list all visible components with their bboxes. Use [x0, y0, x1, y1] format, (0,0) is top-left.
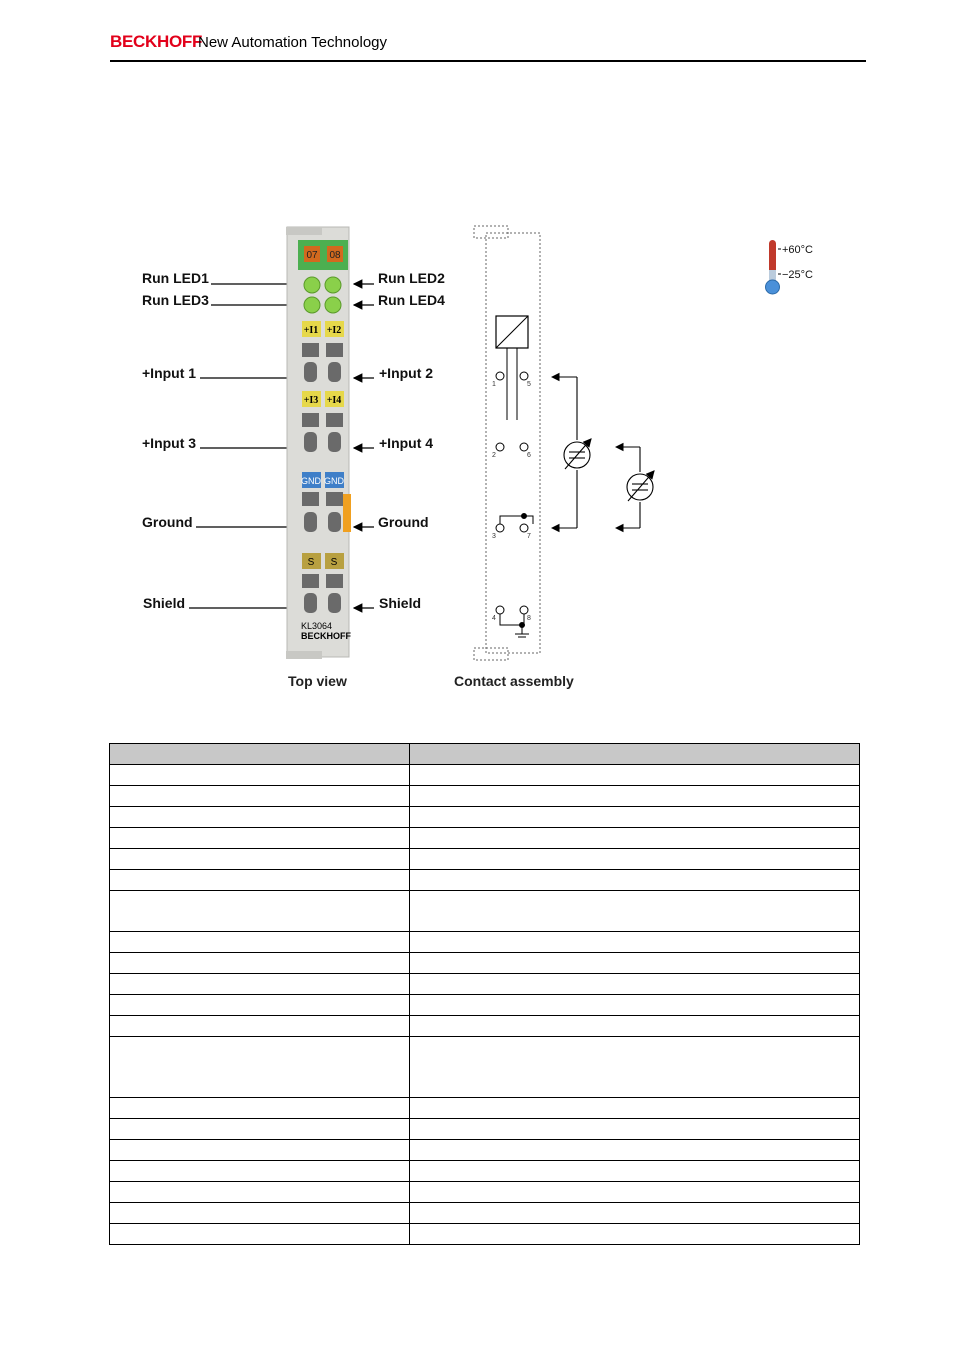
contact-slot-6 [326, 413, 343, 427]
label-shield-left: Shield [143, 595, 186, 611]
sensor1-variable-arrow [565, 439, 591, 469]
pin-5-circle [520, 372, 528, 380]
sensor-circuit-1 [552, 377, 591, 528]
contact-slot-5 [326, 343, 343, 357]
tag-08: 08 [329, 250, 341, 261]
terminal-top-clip [286, 227, 322, 235]
table-row [110, 1182, 860, 1203]
table-cell [110, 870, 410, 891]
table-row [110, 1140, 860, 1161]
tag-i4: +I4 [326, 395, 342, 406]
pin-7-circle [520, 524, 528, 532]
sensor-circuit-2 [616, 447, 654, 528]
table-cell [110, 1119, 410, 1140]
contact-slot-7 [326, 492, 343, 506]
table-row [110, 932, 860, 953]
brand-logo: BECKHOFF [110, 32, 203, 51]
table-header-cell [110, 744, 410, 765]
table-row [110, 786, 860, 807]
table-row [110, 953, 860, 974]
led-run1 [304, 277, 320, 293]
table-cell [410, 1161, 860, 1182]
pin-num-3: 3 [492, 533, 496, 540]
table-row [110, 1224, 860, 1245]
technical-data-table [109, 743, 860, 1245]
table-cell [410, 1224, 860, 1245]
assembly-top-tab [474, 226, 508, 238]
thermometer-icon [766, 240, 814, 294]
table-cell [110, 786, 410, 807]
table-cell [110, 1016, 410, 1037]
table-cell [410, 891, 860, 932]
table-row [110, 1037, 860, 1098]
converter-diagonal [496, 316, 528, 348]
label-run-led1: Run LED1 [142, 270, 209, 286]
contact-slot-1 [302, 343, 319, 357]
tag-s2: S [330, 557, 338, 568]
assembly-outline [486, 233, 540, 653]
terminal-bottom-clip [286, 651, 322, 659]
table-cell [410, 953, 860, 974]
table-cell [410, 849, 860, 870]
ground-node [522, 514, 527, 519]
table-cell [110, 953, 410, 974]
table-header-row [110, 744, 860, 765]
led-run4 [325, 297, 341, 313]
terminal-model-text: KL3064 [301, 621, 333, 631]
table-cell [110, 932, 410, 953]
table-cell [410, 870, 860, 891]
contact-release-7 [328, 512, 341, 532]
tag-gnd1: GND [301, 476, 321, 486]
pin-num-4: 4 [492, 615, 496, 622]
pin-3-circle [496, 524, 504, 532]
temp-min: −25°C [782, 269, 814, 281]
pin-1-circle [496, 372, 504, 380]
table-cell [110, 765, 410, 786]
led-run2 [325, 277, 341, 293]
tag-s1: S [307, 557, 315, 568]
tag-i1: +I1 [303, 325, 319, 336]
pin-num-5: 5 [527, 381, 531, 388]
pin-numbers [492, 381, 531, 622]
terminal-maker-text: BECKHOFF [301, 631, 351, 641]
table-cell [110, 1098, 410, 1119]
tag-i3: +I3 [303, 395, 319, 406]
table-cell [410, 1037, 860, 1098]
table-row [110, 1016, 860, 1037]
table-cell [410, 932, 860, 953]
label-input-2: +Input 2 [379, 365, 434, 381]
label-ground-right: Ground [378, 514, 429, 530]
table-row [110, 1161, 860, 1182]
contact-release-5 [328, 362, 341, 382]
table-row [110, 1098, 860, 1119]
table-row [110, 995, 860, 1016]
label-run-led4: Run LED4 [378, 292, 445, 308]
table-cell [410, 828, 860, 849]
table-row [110, 891, 860, 932]
terminal-body [286, 227, 351, 659]
table-cell [110, 1161, 410, 1182]
contact-slot-3 [302, 492, 319, 506]
table-cell [410, 1119, 860, 1140]
table-cell [410, 1182, 860, 1203]
tag-07: 07 [306, 250, 318, 261]
led-run3 [304, 297, 320, 313]
table-row [110, 870, 860, 891]
table-cell [110, 891, 410, 932]
pin-num-6: 6 [527, 452, 531, 459]
table-cell [410, 995, 860, 1016]
table-body [110, 765, 860, 1245]
table-row [110, 828, 860, 849]
table-cell [410, 786, 860, 807]
table-cell [110, 849, 410, 870]
pin-num-7: 7 [527, 533, 531, 540]
table-cell [410, 1016, 860, 1037]
contact-release-4 [304, 593, 317, 613]
table-cell [110, 974, 410, 995]
tag-i2: +I2 [326, 325, 342, 336]
table-cell [110, 828, 410, 849]
pin-num-1: 1 [492, 381, 496, 388]
table-cell [110, 807, 410, 828]
table-cell [110, 1037, 410, 1098]
pin-num-8: 8 [527, 615, 531, 622]
table-row [110, 807, 860, 828]
pin-2-circle [496, 443, 504, 451]
contact-release-6 [328, 432, 341, 452]
label-run-led2: Run LED2 [378, 270, 445, 286]
caption-contact-assembly: Contact assembly [454, 673, 574, 689]
pin-4-circle [496, 606, 504, 614]
terminal-orange-strip [343, 494, 351, 532]
table-cell [110, 1140, 410, 1161]
ground-bridge [500, 516, 533, 524]
sensor2-variable-arrow [628, 471, 654, 501]
table-row [110, 849, 860, 870]
table-cell [410, 765, 860, 786]
table-cell [410, 1098, 860, 1119]
contact-slot-4 [302, 574, 319, 588]
temp-max: +60°C [782, 244, 814, 256]
table-cell [410, 1203, 860, 1224]
table-row [110, 1119, 860, 1140]
table-cell [110, 995, 410, 1016]
table-cell [110, 1203, 410, 1224]
contact-release-8 [328, 593, 341, 613]
contact-slot-8 [326, 574, 343, 588]
pin-8-circle [520, 606, 528, 614]
brand-tagline: New Automation Technology [198, 34, 388, 51]
label-run-led3: Run LED3 [142, 292, 209, 308]
table-row [110, 974, 860, 995]
caption-top-view: Top view [288, 673, 347, 689]
label-shield-right: Shield [379, 595, 422, 611]
table-row [110, 765, 860, 786]
table-header-cell [410, 744, 860, 765]
contact-assembly [474, 226, 540, 660]
assembly-bottom-tab [474, 648, 508, 660]
table-cell [410, 974, 860, 995]
contact-release-2 [304, 432, 317, 452]
label-input-3: +Input 3 [142, 435, 197, 451]
table-cell [410, 1140, 860, 1161]
table-cell [110, 1182, 410, 1203]
contact-slot-2 [302, 413, 319, 427]
label-input-1: +Input 1 [142, 365, 197, 381]
table-cell [110, 1224, 410, 1245]
label-ground-left: Ground [142, 514, 193, 530]
pin-num-2: 2 [492, 452, 496, 459]
pin-6-circle [520, 443, 528, 451]
tag-gnd2: GND [324, 476, 344, 486]
table-cell [410, 807, 860, 828]
label-input-4: +Input 4 [379, 435, 434, 451]
contact-release-3 [304, 512, 317, 532]
contact-release-1 [304, 362, 317, 382]
table-row [110, 1203, 860, 1224]
